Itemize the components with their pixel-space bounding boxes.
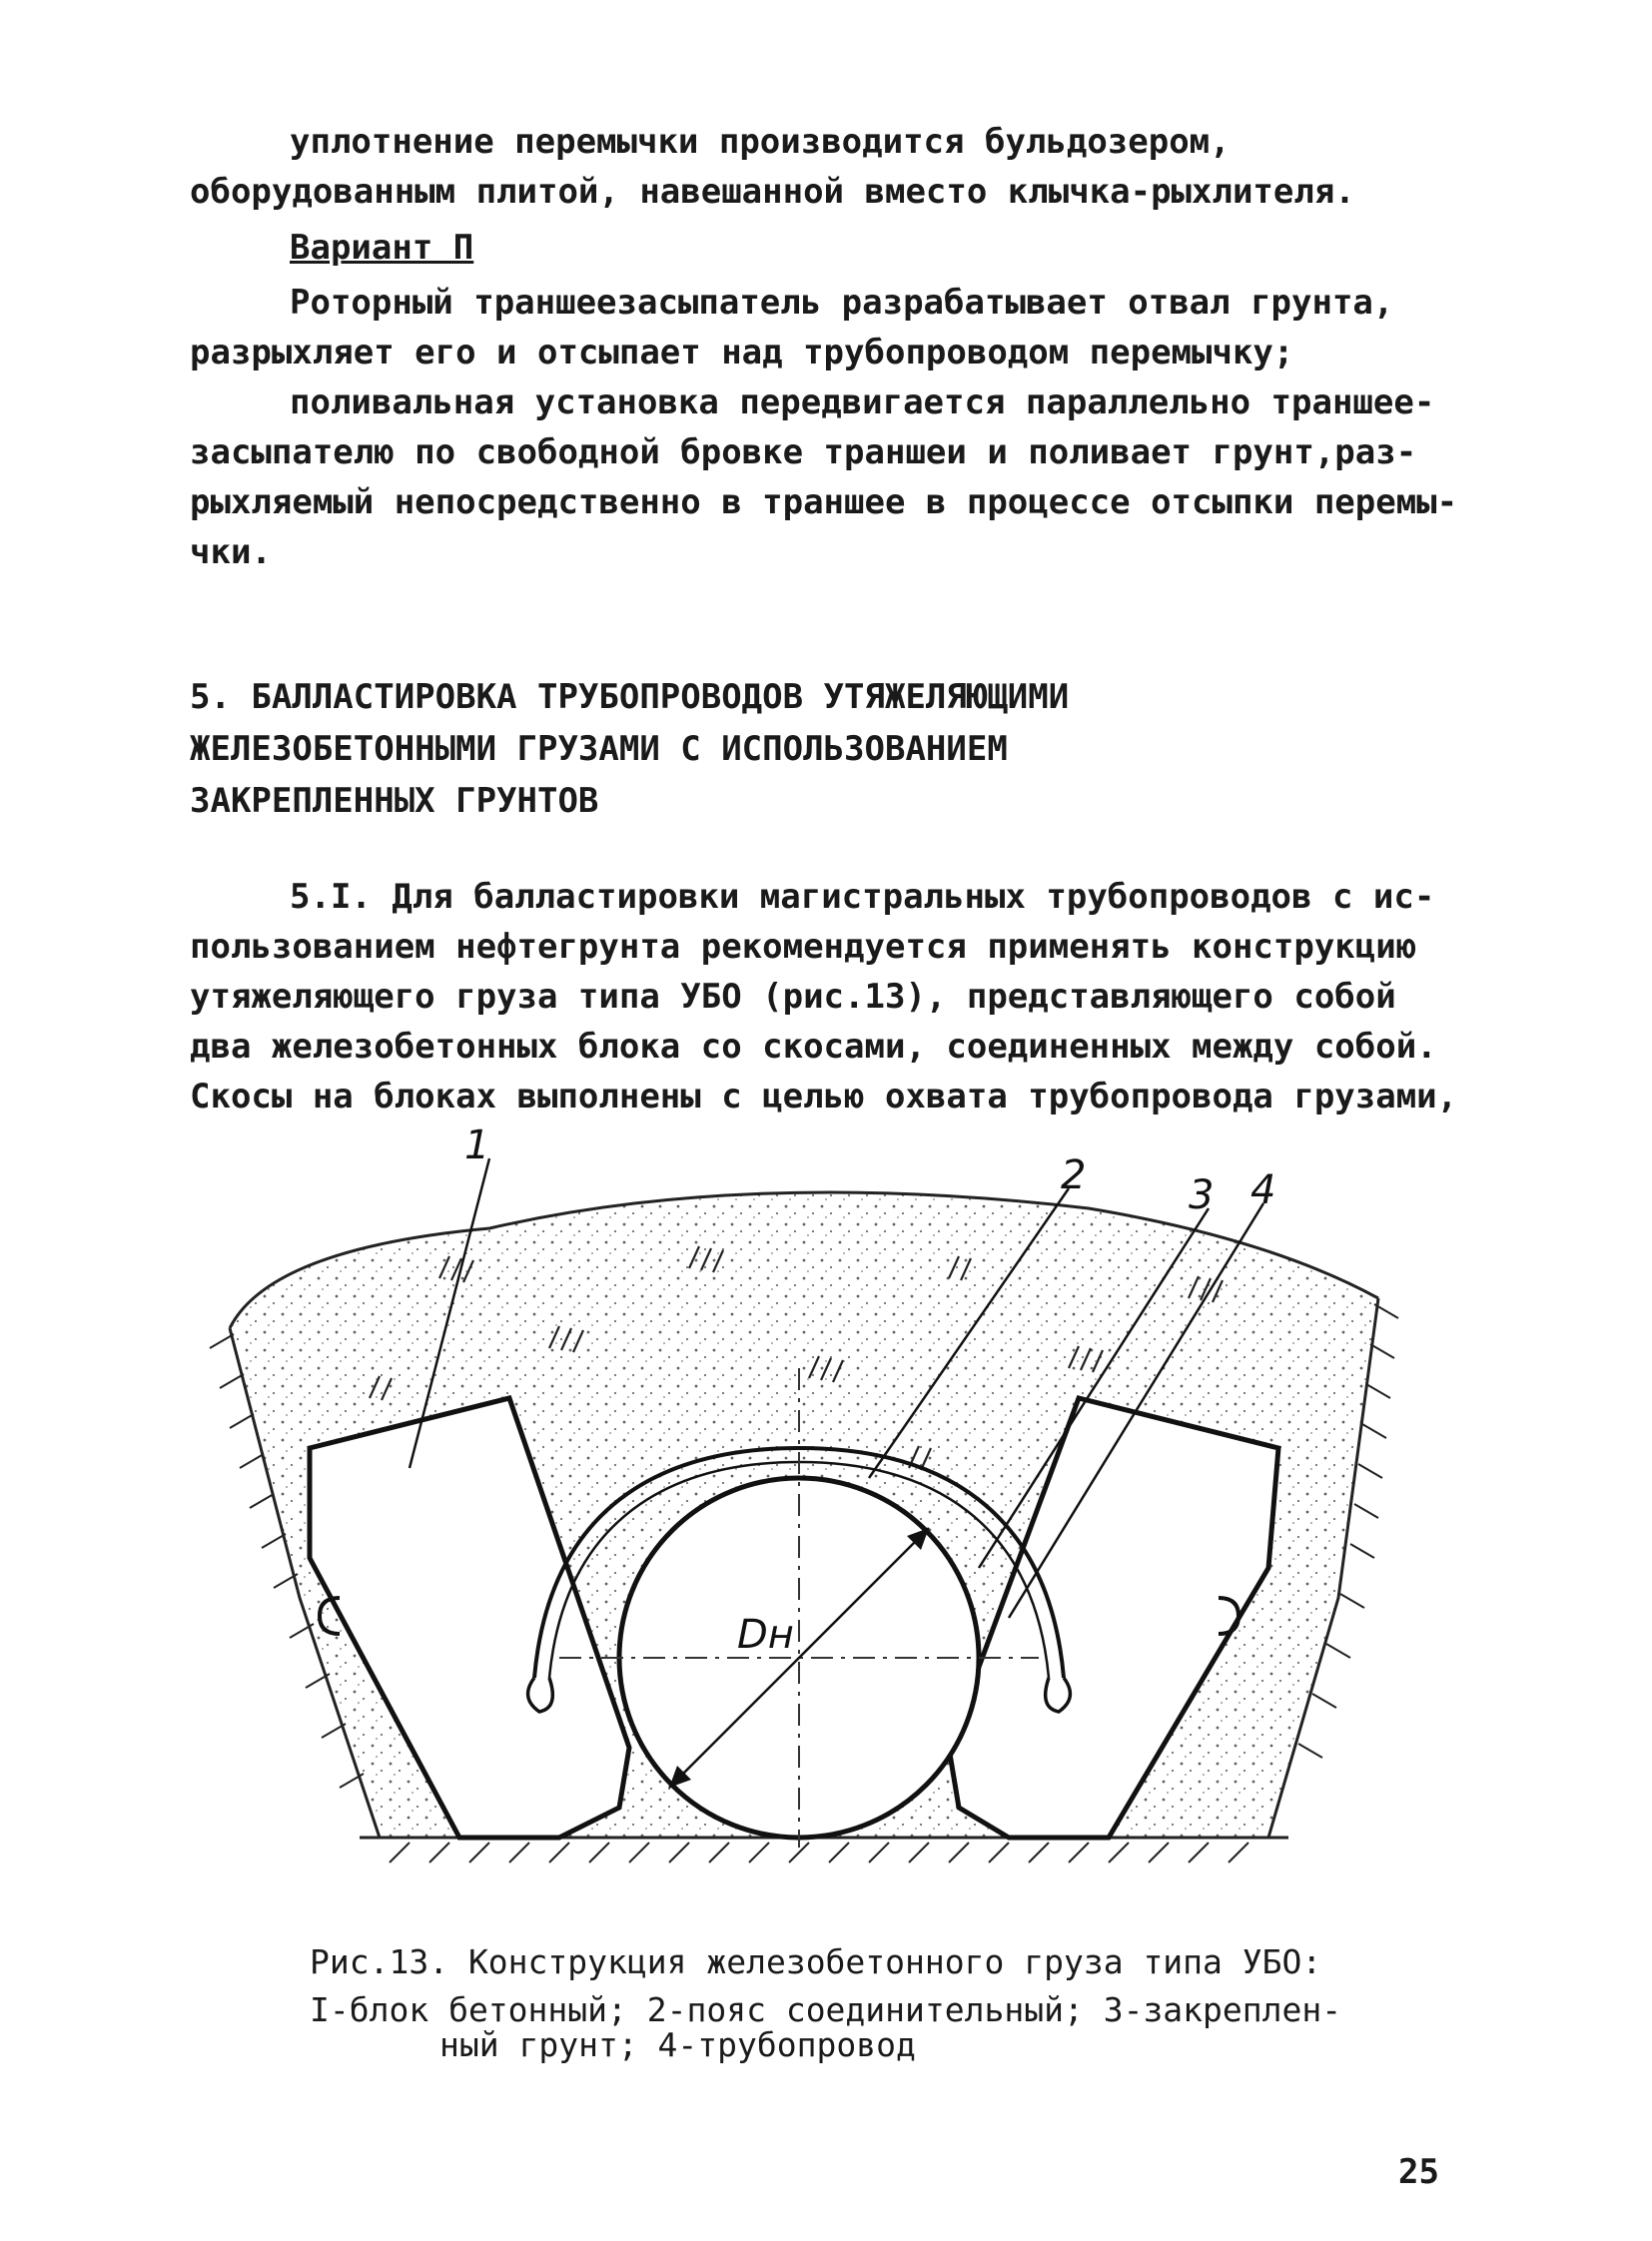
variant-line2: разрыхляет его и отсыпает над трубопроводом перемычку; <box>190 333 1294 373</box>
paragraph1-line2: оборудованным плитой, навешанной вместо клычка-рыхлителя. <box>190 172 1355 212</box>
section-title-line3: ЗАКРЕПЛЕННЫХ ГРУНТОВ <box>190 781 599 821</box>
page-number: 25 <box>1398 2152 1439 2192</box>
section-title-line2: ЖЕЛЕЗОБЕТОННЫМИ ГРУЗАМИ С ИСПОЛЬЗОВАНИЕМ <box>190 729 1008 769</box>
paragraph51-line2: пользованием нефтегрунта рекомендуется применять конструкцию <box>190 927 1417 967</box>
figure-caption-line3: ный грунт; 4-трубопровод <box>439 2025 916 2064</box>
paragraph1-line1: уплотнение перемычки производится бульдозером, <box>290 122 1231 162</box>
variant-line1: Роторный траншеезасыпатель разрабатывает отвал грунта, <box>290 283 1394 323</box>
ubo-weight-diagram <box>190 1122 1468 1927</box>
paragraph51-line3: утяжеляющего груза типа УБО (рис.13), представляющего собой <box>190 977 1396 1017</box>
figure-caption-line2: I-блок бетонный; 2-пояс соединительный; 3-закреплен- <box>310 1990 1342 2029</box>
callout-2: 2 <box>1061 1152 1087 1198</box>
variant-line4: засыпателю по свободной бровке траншеи и поливает грунт,раз- <box>190 432 1417 472</box>
section-title-line1: 5. БАЛЛАСТИРОВКА ТРУБОПРОВОДОВ УТЯЖЕЛЯЮЩИМИ <box>190 677 1070 717</box>
variant-title: Вариант П <box>290 228 474 268</box>
callout-4: 4 <box>1250 1167 1276 1213</box>
paragraph51-line5: Скосы на блоках выполнены с целью охвата трубопровода грузами, <box>190 1077 1458 1117</box>
variant-line6: чки. <box>190 532 272 572</box>
paragraph51-line4: два железобетонных блока со скосами, соединенных между собой. <box>190 1027 1437 1067</box>
diameter-label: Dн <box>737 1612 794 1658</box>
callout-1: 1 <box>464 1122 490 1168</box>
figure-caption-line1: Рис.13. Конструкция железобетонного груза типа УБО: <box>310 1942 1322 1981</box>
variant-line5: рыхляемый непосредственно в траншее в процессе отсыпки перемы- <box>190 482 1458 522</box>
variant-line3: поливальная установка передвигается параллельно траншее- <box>290 382 1435 422</box>
callout-3: 3 <box>1189 1172 1215 1218</box>
paragraph51-line1: 5.I. Для балластировки магистральных трубопроводов с ис- <box>290 877 1435 917</box>
